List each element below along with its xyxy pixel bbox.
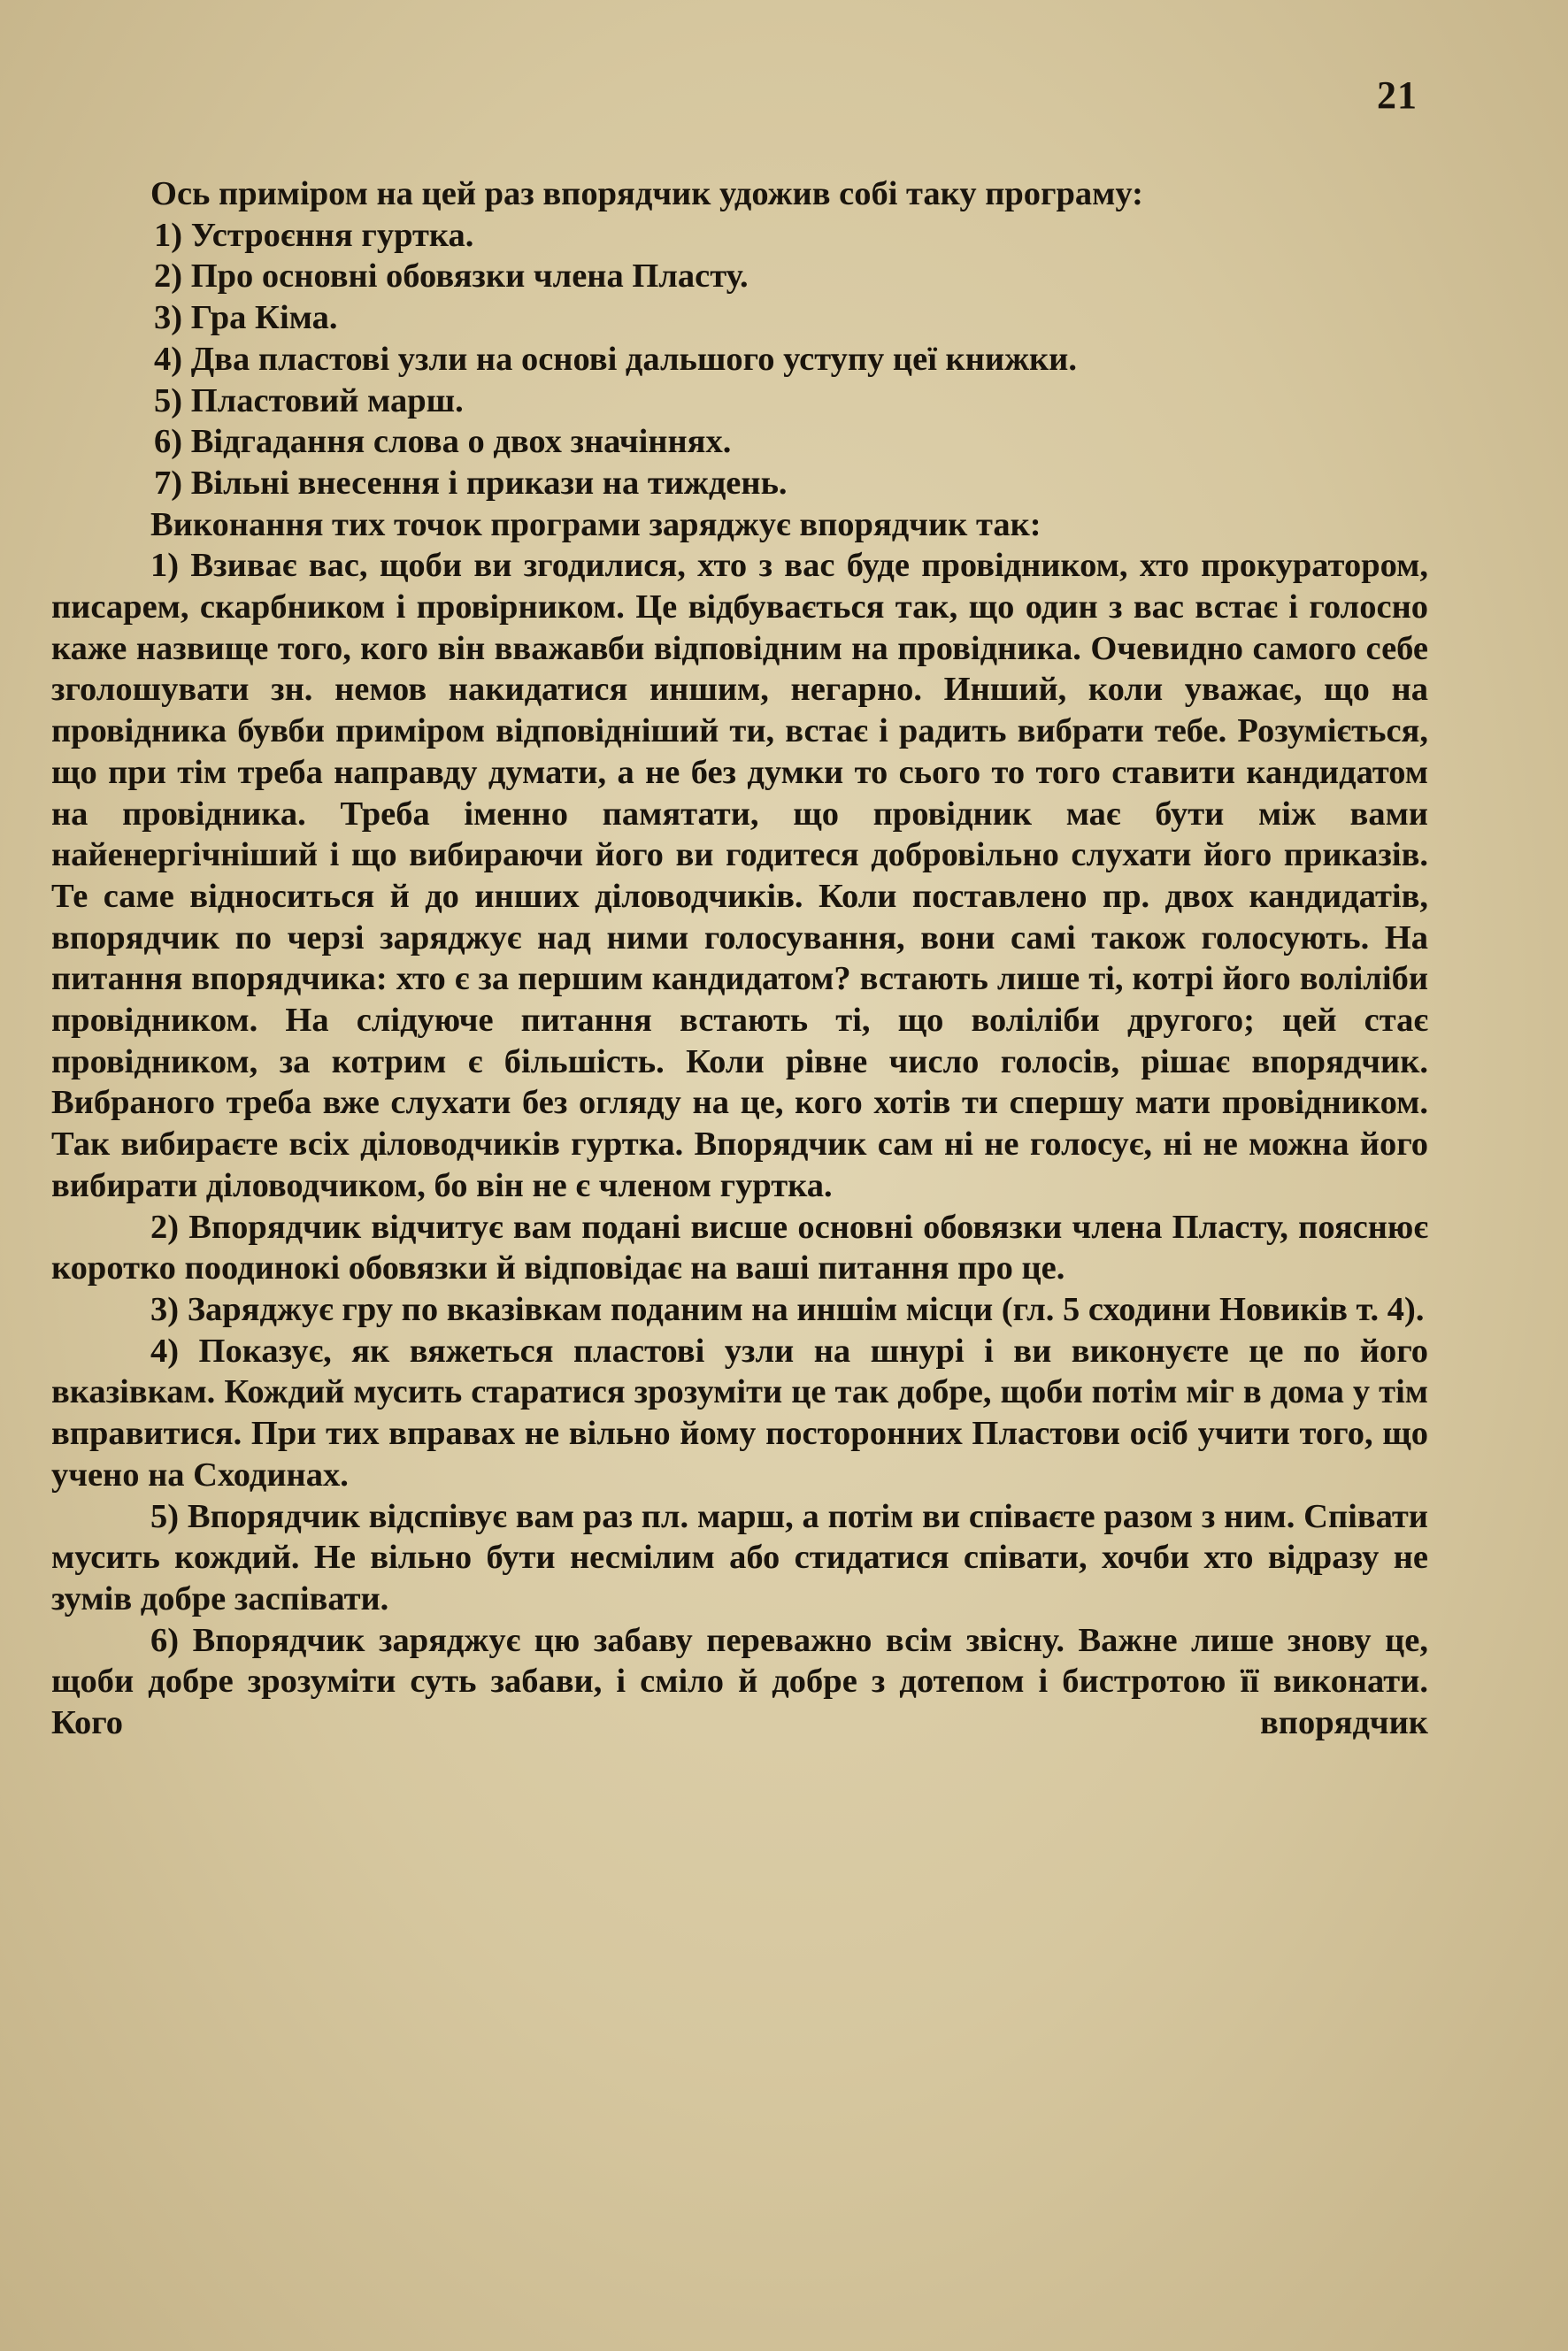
list-item: 1) Устроєння гуртка. [154, 216, 474, 254]
list-item: 5) Пластовий марш. [154, 381, 464, 419]
paragraph-3: 3) Заряджує гру по вказівкам поданим на иншім місци (гл. 5 сходини Новиків т. 4). [150, 1290, 1425, 1328]
list-item: 4) Два пластові узли на основі дальшого уступу цеї книжки. [154, 340, 1077, 378]
list-item: 3) Гра Кіма. [154, 299, 338, 337]
paragraph-2: 2) Впорядчик відчитує вам подані висше основні обовязки члена Пласту, пояснює коротко поодинокі обовязки й відповідає на ваші питання про це. [51, 1208, 1428, 1287]
page-number: 21 [1377, 73, 1418, 117]
paragraph-5: 5) Впорядчик відспівує вам раз пл. марш, а потім ви співаєте разом з ним. Співати мусить кождий. Не вільно бути несмілим або стидатися співати, хочби хто відразу не зумів добре заспівати. [51, 1497, 1428, 1617]
program-list [51, 215, 1428, 504]
list-item: 6) Відгадання слова о двох значіннях. [154, 423, 732, 461]
paragraph-6: 6) Впорядчик заряджує цю забаву переважно всім звісну. Важне лише знову це, щоби добре зрозуміти суть забави, і сміло й добре з дотепом і бистротою її виконати. Кого впорядчик [51, 1621, 1428, 1742]
execution-intro: Виконання тих точок програми заряджує впорядчик так: [150, 505, 1041, 543]
intro-paragraph: Ось приміром на цей раз впорядчик удожив собі таку програму: [150, 175, 1143, 212]
paragraph-4: 4) Показує, як вяжеться пластові узли на шнурі і ви виконуєте це по його вказівкам. Кождий мусить старатися зрозуміти це так добре, щоби потім міг в дома у тім вправитися. При тих вправах не вільно йому посторонних Пластови осіб учити того, що учено на Сходинах. [51, 1332, 1428, 1494]
list-item: 2) Про основні обовязки члена Пласту. [154, 257, 749, 296]
body-text [51, 173, 1428, 1744]
list-item: 7) Вільні внесення і прикази на тиждень. [154, 464, 788, 502]
paragraph-1: 1) Взиває вас, щоби ви згодилися, хто з вас буде провідником, хто прокуратором, писарем, скарбником і провірником. Це відбувається так, що один з вас встає і голосно каже назвище того, кого він вважавби відповідним на провідника. Очевидно самого себе зголошувати зн. немов накидатися иншим, негарно. Инший, коли уважає, що на провідника бувби приміром відповідніший ти, встає і радить вибрати тебе. Розуміється, що при тім треба направду думати, а не без думки то сього то того ставити кандидатом на провідника. Треба іменно памятати, що провідник має бути між вами найенергічніший і що вибираючи його ви годитеся добровільно слухати його приказів. Те саме відноситься й до инших діловодчиків. Коли поставлено пр. двох кандидатів, впорядчик по черзі заряджує над ними голосування, вони самі також голосують. На питання впорядчика: хто є за першим кандидатом? встають лише ті, котрі його воліліби провідником. На слідуюче питання встають ті, що воліліби другого; цей стає провідником, за котрим є більшість. Коли рівне число голосів, рішає впорядчик. Вибраного треба вже слухати без огляду на це, кого хотів ти спершу мати провідником. Так вибираєте всіх діловодчиків гуртка. Впорядчик сам ні не голосує, ні не можна його вибирати діловодчиком, бо він не є членом гуртка. [51, 547, 1428, 1204]
